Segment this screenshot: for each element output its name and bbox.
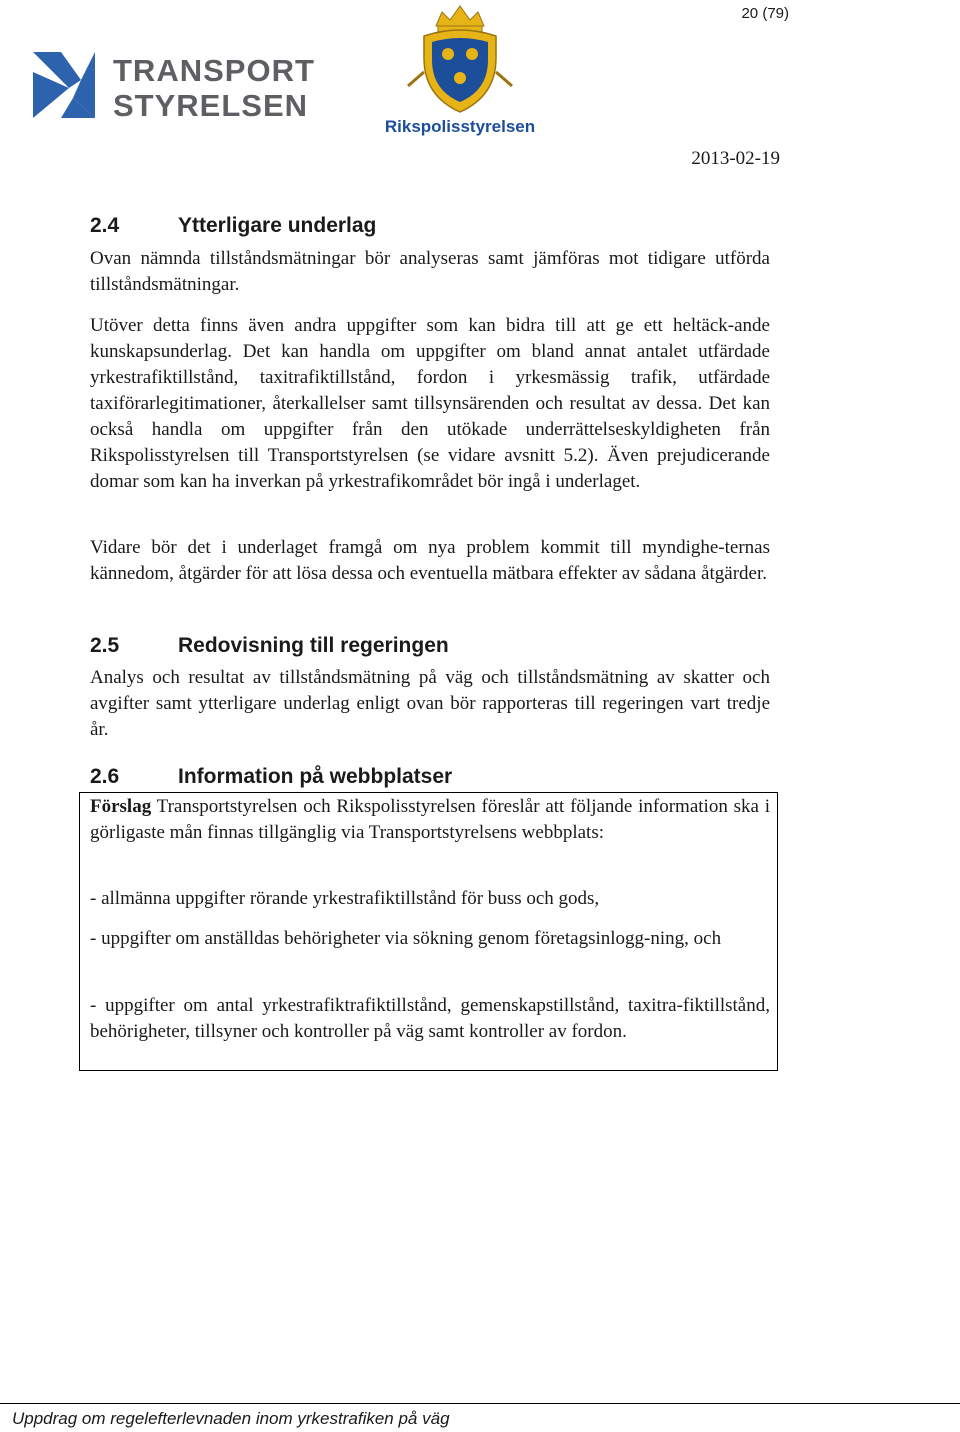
document-date: 2013-02-19 [691,148,780,169]
section-title: Information på webbplatser [178,765,453,788]
proposal-box [79,792,778,1071]
section-heading-2-4 [90,214,376,238]
section-number: 2.5 [90,634,120,657]
svg-text:TRANSPORT: TRANSPORT [113,53,315,88]
section-heading-2-5 [90,634,449,658]
svg-text:STYRELSEN: STYRELSEN [113,88,309,118]
proposal-item: - allmänna uppgifter rörande yrkestrafiktillstånd för buss och gods, [90,888,600,909]
svg-text:Rikspolisstyrelsen: Rikspolisstyrelsen [384,117,536,136]
paragraph-ytterligare-1: Ovan nämnda tillståndsmätningar bör analyseras samt jämföras mot tidigare utförda tillståndsmätningar. [90,248,770,295]
section-title: Redovisning till regeringen [178,634,449,657]
paragraph-redovisning: Analys och resultat av tillståndsmätning på väg och tillståndsmätning av skatter och avgifter samt ytterligare underlag enligt ovan bör rapporteras till regeringen vart tredje år. [90,667,770,740]
paragraph-ytterligare-3: Vidare bör det i underlaget framgå om nya problem kommit till myndighe-ternas kännedom, åtgärder för att lösa dessa och eventuella mätbara effekter av sådana åtgärder. [90,537,770,584]
transportstyrelsen-logo [33,52,323,118]
proposal-label: Förslag [90,796,152,817]
footer-rule [0,1403,960,1404]
page-number: 20 (79) [741,5,789,22]
section-heading-2-6 [90,765,452,789]
section-number: 2.6 [90,765,120,788]
proposal-item: - uppgifter om antal yrkestrafiktrafiktillstånd, gemenskapstillstånd, taxitra-fiktillstånd, behörigheter, tillsyner och kontroller på väg samt kontroller av fordon. [90,995,770,1042]
rikspolisstyrelsen-logo [380,2,540,138]
section-title: Ytterligare underlag [178,214,377,237]
proposal-intro [90,794,770,846]
proposal-item: - uppgifter om anställdas behörigheter via sökning genom företagsinlogg-ning, och [90,928,722,949]
section-number: 2.4 [90,214,120,237]
paragraph-ytterligare-2: Utöver detta finns även andra uppgifter som kan bidra till att ge ett heltäck-ande kunskapsunderlag. Det kan handla om uppgifter om bland annat antalet utfärdade yrkestrafiktillstånd, taxitrafiktillstånd, fordon i yrkesmässig trafik, utfärdade taxiförarlegitimationer, återkallelser samt tillsynsärenden och resultat av dessa. Det kan också handla om uppgifter från den utökade underrättelseskyldigheten från Rikspolisstyrelsen till Transportstyrelsen (se vidare avsnitt 5.2). Även prejudicerande domar som kan ha inverkan på yrkestrafikområdet bör ingå i underlaget. [90,315,770,492]
footer-text: Uppdrag om regelefterlevnaden inom yrkestrafiken på väg [12,1409,450,1428]
proposal-intro-text: Transportstyrelsen och Rikspolisstyrelsen föreslår att följande information ska i görligaste mån finnas tillgänglig via Transportstyrelsens webbplats: [90,796,770,843]
